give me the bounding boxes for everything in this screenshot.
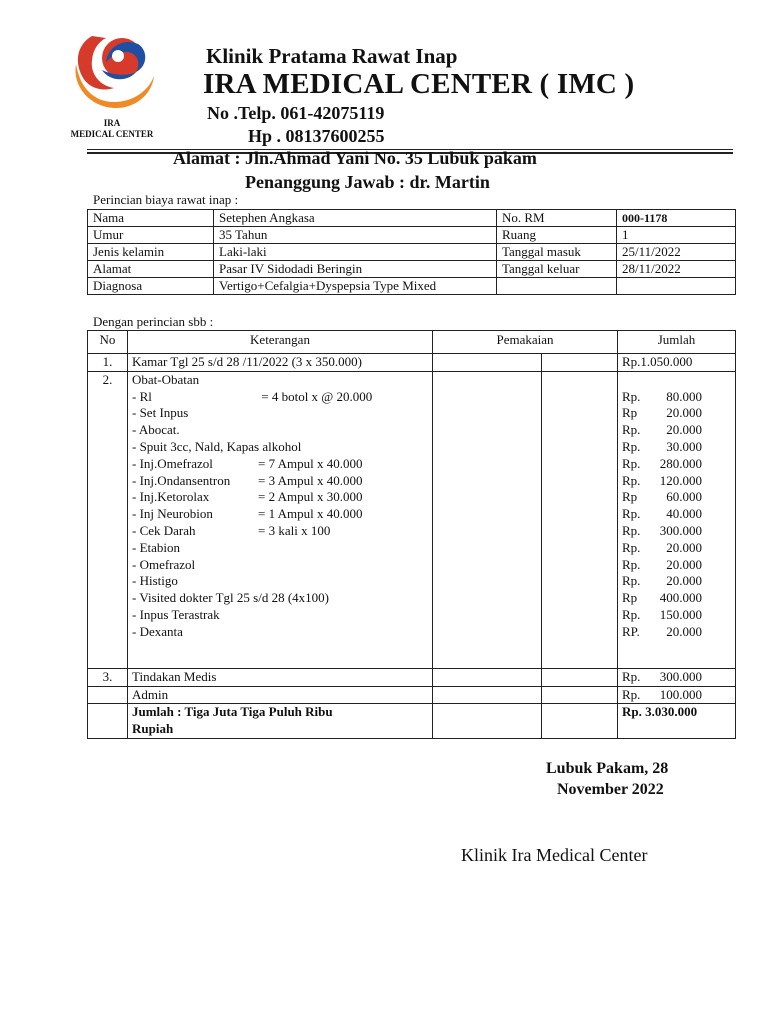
total-amount: Rp. 3.030.000 xyxy=(618,704,736,739)
info-row xyxy=(88,210,736,227)
amount-item: Rp 60.000 xyxy=(622,489,703,505)
info-row xyxy=(88,227,736,244)
info-value: Laki-laki xyxy=(214,244,497,261)
col-header-jumlah: Jumlah xyxy=(618,331,736,354)
detail-header-row xyxy=(88,331,736,354)
amount-item: Rp. 80.000 xyxy=(622,388,703,404)
list-item: - Visited dokter Tgl 25 s/d 28 (4x100) xyxy=(132,590,329,606)
table-row xyxy=(88,354,736,372)
info-value: 35 Tahun xyxy=(214,227,497,244)
list-item: - Abocat. xyxy=(132,422,180,438)
list-item: - Histigo xyxy=(132,573,178,589)
cost-detail-table xyxy=(87,330,736,739)
signature-clinic: Klinik Ira Medical Center xyxy=(461,845,648,865)
info-value xyxy=(617,278,736,295)
total-words: Jumlah : Tiga Juta Tiga Puluh Ribu Rupiah xyxy=(128,704,433,739)
table-row xyxy=(88,686,736,704)
list-item: - Inj.Omefrazol = 7 Ampul x 40.000 xyxy=(132,455,363,471)
clinic-hp: Hp . 08137600255 xyxy=(248,126,385,146)
medicine-group-title: Obat-Obatan xyxy=(132,371,200,387)
amount-item: Rp 20.000 xyxy=(622,405,703,421)
patient-info-table xyxy=(87,209,736,295)
row-no: 2. xyxy=(88,371,128,668)
info-label: Nama xyxy=(88,210,214,227)
responsible-doctor: Penanggung Jawab : dr. Martin xyxy=(245,172,490,192)
row-amount: Rp.1.050.000 xyxy=(618,354,736,372)
info-value: 28/11/2022 xyxy=(617,261,736,278)
info-value: Pasar IV Sidodadi Beringin xyxy=(214,261,497,278)
info-label: Tanggal keluar xyxy=(497,261,617,278)
amount-item: Rp. 40.000 xyxy=(622,506,703,522)
list-item: - Cek Darah = 3 kali x 100 xyxy=(132,522,331,538)
total-row xyxy=(88,704,736,739)
info-caption: Perincian biaya rawat inap : xyxy=(93,192,239,207)
info-value: 25/11/2022 xyxy=(617,244,736,261)
clinic-name: IRA MEDICAL CENTER ( IMC ) xyxy=(203,68,635,100)
amount-item: Rp. 20.000 xyxy=(622,573,703,589)
amount-item: Rp. 20.000 xyxy=(622,556,703,572)
amount-item: Rp. 120.000 xyxy=(622,472,703,488)
info-label: Ruang xyxy=(497,227,617,244)
signature-date: November 2022 xyxy=(557,781,664,798)
list-item: - Omefrazol xyxy=(132,556,196,572)
info-label: Tanggal masuk xyxy=(497,244,617,261)
info-value: Vertigo+Cefalgia+Dyspepsia Type Mixed xyxy=(214,278,497,295)
info-value: Setephen Angkasa xyxy=(214,210,497,227)
list-item: - Inpus Terastrak xyxy=(132,606,220,622)
list-item: - Set Inpus xyxy=(132,405,189,421)
info-label: Umur xyxy=(88,227,214,244)
medicine-list xyxy=(128,371,433,668)
clinic-telp: No .Telp. 061-42075119 xyxy=(207,103,385,123)
amount-item: Rp. 20.000 xyxy=(622,422,703,438)
info-label xyxy=(497,278,617,295)
table-row xyxy=(88,668,736,686)
row-no: 3. xyxy=(88,668,128,686)
row-description: Admin xyxy=(128,686,433,704)
table-row xyxy=(88,371,736,668)
list-item: - Spuit 3cc, Nald, Kapas alkohol xyxy=(132,438,302,454)
amount-item: Rp 400.000 xyxy=(622,590,703,606)
logo-caption-bottom: MEDICAL CENTER xyxy=(70,129,154,139)
clinic-logo xyxy=(62,26,162,116)
info-value: 000-1178 xyxy=(617,210,736,227)
amount-item: Rp. 150.000 xyxy=(622,606,703,622)
list-item: - Etabion xyxy=(132,539,181,555)
clinic-address: Alamat : Jln.Ahmad Yani No. 35 Lubuk pakam xyxy=(173,148,537,168)
logo-mark-icon xyxy=(62,26,162,116)
info-row xyxy=(88,278,736,295)
row-no: 1. xyxy=(88,354,128,372)
col-header-pemakaian: Pemakaian xyxy=(433,331,618,354)
col-header-no: No xyxy=(88,331,128,354)
row-amount: Rp. 100.000 xyxy=(618,686,736,704)
row-description: Tindakan Medis xyxy=(128,668,433,686)
clinic-type: Klinik Pratama Rawat Inap xyxy=(206,44,458,68)
info-value: 1 xyxy=(617,227,736,244)
info-row xyxy=(88,261,736,278)
signature-place: Lubuk Pakam, 28 xyxy=(546,760,669,777)
row-amount: Rp. 300.000 xyxy=(618,668,736,686)
info-label: Jenis kelamin xyxy=(88,244,214,261)
info-label: Alamat xyxy=(88,261,214,278)
info-label: Diagnosa xyxy=(88,278,214,295)
amount-item: Rp. 300.000 xyxy=(622,522,703,538)
info-label: No. RM xyxy=(497,210,617,227)
list-item: - Inj.Ketorolax = 2 Ampul x 30.000 xyxy=(132,489,363,505)
list-item: - Inj Neurobion = 1 Ampul x 40.000 xyxy=(132,506,363,522)
col-header-keterangan: Keterangan xyxy=(128,331,433,354)
amount-item: Rp. 30.000 xyxy=(622,438,703,454)
medicine-amounts xyxy=(618,371,736,668)
amount-item: RP. 20.000 xyxy=(622,623,703,639)
row-description: Kamar Tgl 25 s/d 28 /11/2022 (3 x 350.000) xyxy=(128,354,433,372)
detail-caption: Dengan perincian sbb : xyxy=(93,314,214,329)
logo-caption-top: IRA xyxy=(103,118,121,128)
amount-item: Rp. 280.000 xyxy=(622,455,703,471)
list-item: - Rl = 4 botol x @ 20.000 xyxy=(132,388,373,404)
amount-item: Rp. 20.000 xyxy=(622,539,703,555)
list-item: - Inj.Ondansentron = 3 Ampul x 40.000 xyxy=(132,472,363,488)
list-item: - Dexanta xyxy=(132,623,183,639)
info-row xyxy=(88,244,736,261)
